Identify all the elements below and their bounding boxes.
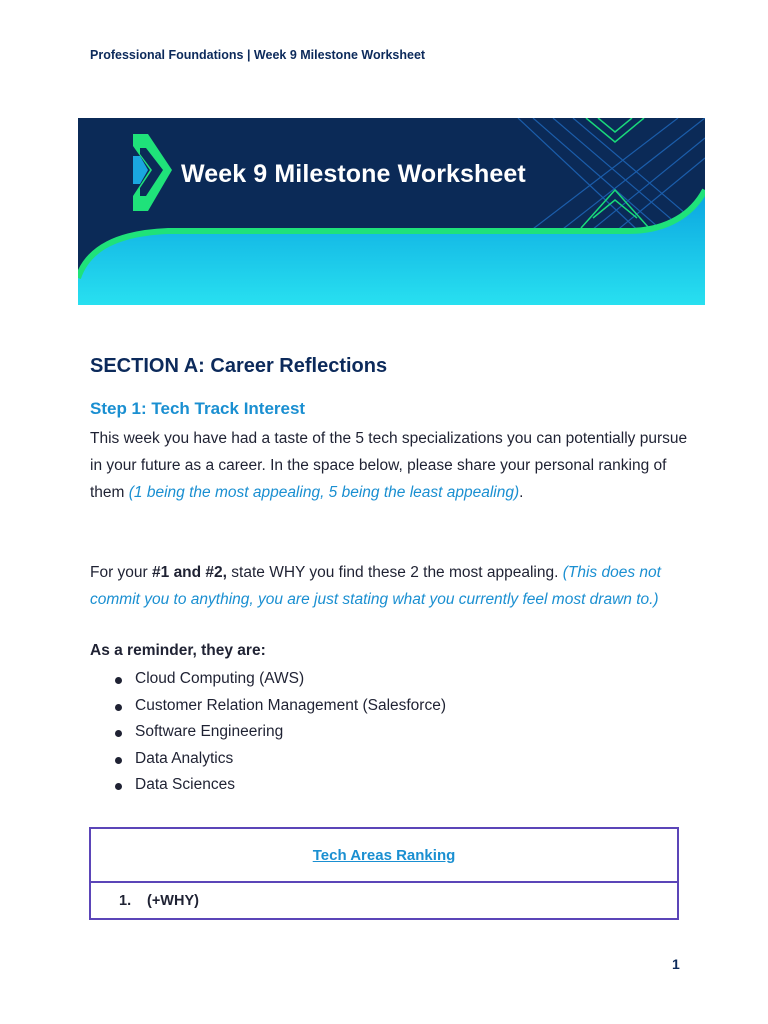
row-label: (+WHY): [147, 892, 199, 909]
why-text-after: state WHY you find these 2 the most appealing.: [226, 564, 563, 581]
intro-paragraph: [90, 425, 690, 506]
list-item: Data Sciences: [90, 772, 446, 799]
title-banner: [78, 118, 705, 305]
ranking-note: (1 being the most appealing, 5 being the least appealing): [128, 484, 520, 501]
banner-background: [78, 118, 705, 305]
list-item: Customer Relation Management (Salesforce): [90, 693, 446, 720]
list-item: Cloud Computing (AWS): [90, 666, 446, 693]
list-item: Software Engineering: [90, 719, 446, 746]
reminder-label: As a reminder, they are:: [90, 642, 266, 659]
why-text-start: For your: [90, 564, 153, 581]
banner-title: Week 9 Milestone Worksheet: [181, 160, 526, 188]
table-header: [91, 829, 677, 883]
ranking-table: [89, 827, 679, 920]
table-row[interactable]: [91, 883, 677, 918]
intro-text: This week you have had a taste of the 5 tech specializations you can potentially pursue in your future as a career. In the space below, please share your personal ranking of them: [90, 430, 688, 501]
table-header-link[interactable]: Tech Areas Ranking: [312, 846, 456, 864]
intro-end: .: [519, 484, 524, 501]
specializations-list: [90, 666, 446, 799]
list-item: Data Analytics: [90, 746, 446, 773]
step-title: Step 1: Tech Track Interest: [90, 399, 306, 418]
why-paragraph: [90, 559, 690, 613]
row-number: 1.: [119, 892, 132, 909]
why-bold: #1 and #2,: [152, 564, 227, 581]
why-note: (This does not commit you to anything, you are just stating what you currently feel most drawn to.): [90, 564, 661, 608]
document-header: Professional Foundations | Week 9 Milestone Worksheet: [90, 48, 426, 62]
page-number: 1: [672, 956, 680, 972]
section-title: SECTION A: Career Reflections: [90, 355, 388, 377]
